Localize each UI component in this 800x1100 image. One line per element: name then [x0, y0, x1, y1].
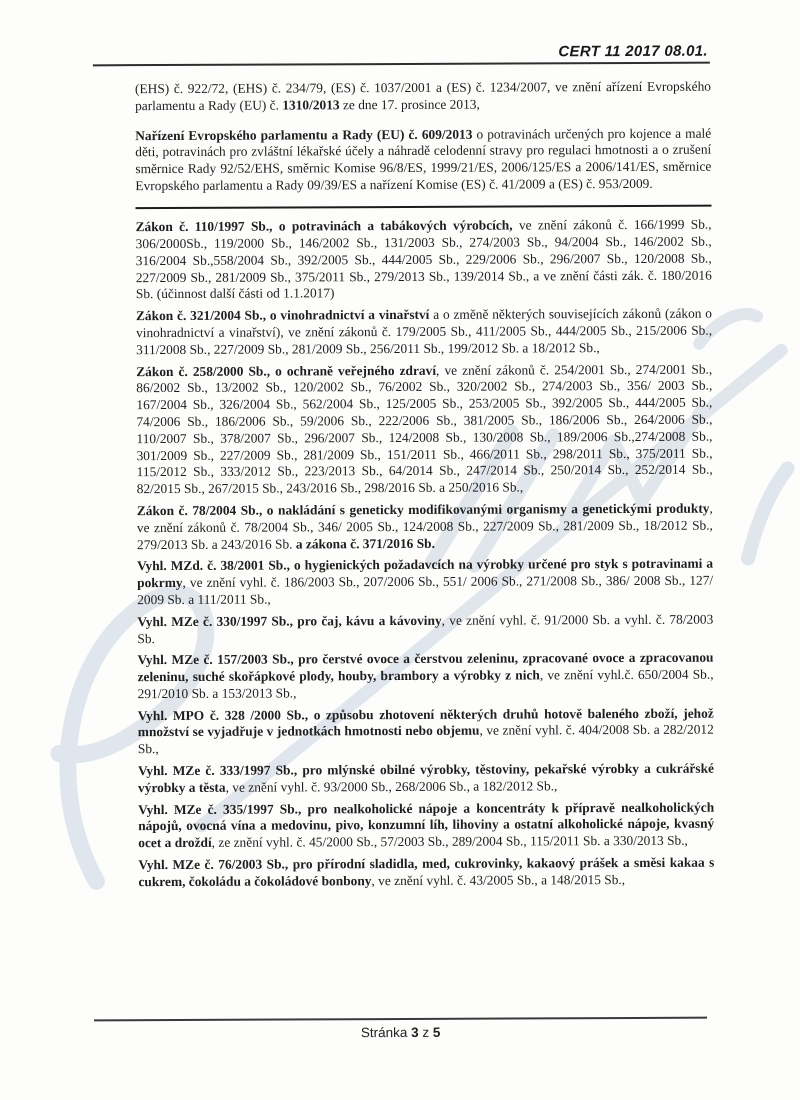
item-zakon-78-2004	[137, 501, 713, 554]
legal-item-plain-text: o potravinách určených pro kojence a malé děti, potravinách pro zvláštní lékařské účely a náhradě celodenní stravy pro regulaci hmotnosti a o zrušení směrnice Rady 92/52/EHS, směrnic Komise 96/8/ES, 1999/21/ES, 2006/125/ES a 2006/141/ES, směrnice Evropského parlamentu a Rady 09/39/ES a nařízení Komise (ES) č. 41/2009 a (ES) č. 953/2009.	[135, 125, 712, 194]
item-zakon-258-2000	[136, 361, 713, 498]
page-number	[94, 1024, 707, 1042]
legal-item-text	[138, 761, 714, 797]
legal-item-bold-text: Zákon č. 110/1997 Sb., o potravinách a tabákových výrobcích,	[135, 217, 513, 235]
legal-list	[135, 79, 715, 1016]
legal-item-text	[135, 79, 711, 115]
item-zakon-110-1997	[136, 217, 712, 303]
legal-item-plain-text: , ve znění zákonů č. 78/2004 Sb., 346/ 2005 Sb., 124/2008 Sb., 227/2009 Sb., 281/2009 Sb., 18/2012 Sb., 279/2013 Sb. a 243/2016 Sb.	[136, 500, 713, 552]
legal-item-bold-text: Zákon č. 321/2004 Sb., o vinohradnictví a vinařství	[135, 307, 430, 324]
legal-item-text	[136, 306, 712, 359]
legal-item-text	[138, 855, 714, 891]
legal-item-plain-text: , ve znění vyhl. č. 91/2000 Sb. a vyhl. č. 78/2003 Sb.	[137, 611, 714, 646]
item-vyhl-mzd-38-2001	[137, 556, 713, 609]
legal-item-bold-text: Vyhl. MZe č. 76/2003 Sb., pro přírodní sladidla, med, cukrovinky, kakaový prášek a směsi kakaa s cukrem, čokoládu a čokoládové bonbony	[138, 854, 715, 890]
legal-item-bold-text: a zákona č. 371/2016 Sb.	[292, 535, 435, 551]
page-word: Stránka	[360, 1024, 408, 1041]
legal-item-bold-text: Vyhl. MPO č. 328 /2000 Sb., o způsobu zhotovení některých druhů hotově baleného zboží, jehož množství se vyjadřuje v jednotkách hmotnosti nebo objemu	[137, 705, 714, 740]
item-vyhl-mze-157-2003	[137, 650, 713, 703]
document-code: CERT 11 2017 08.01.	[558, 42, 708, 61]
legal-item-plain-text: ve znění zákonů č. 166/1999 Sb., 306/2000Sb., 119/2000 Sb., 146/2002 Sb., 131/2003 Sb., 274/2003 Sb., 94/2004 Sb., 146/2002 Sb., 316/2004 Sb.,558/2004 Sb., 392/2005 Sb., 444/2005 Sb., 229/2006 Sb., 296/2007 Sb., 120/2008 Sb., 227/2009 Sb., 281/2009 Sb., 375/2011 Sb., 279/2013 Sb., 139/2014 Sb., a ve znění části zák. č. 180/2016 Sb. (účinnost další části od 1.1.2017)	[135, 216, 712, 302]
item-vyhl-mze-335-1997	[138, 799, 714, 852]
header-rule	[93, 62, 710, 67]
item-vyhl-mze-76-2003	[138, 855, 714, 891]
legal-item-text	[138, 799, 714, 852]
legal-item-plain-text: , ve znění vyhl. č. 43/2005 Sb., a 148/2015 Sb.,	[371, 871, 626, 888]
legal-item-plain-text: (EHS) č. 922/72, (EHS) č. 234/79, (ES) č. 1037/2001 a (ES) č. 1234/2007, ve znění ařízení Evropského parlamentu a Rady (EU) č.	[134, 78, 712, 113]
legal-item-plain-text: , ve znění vyhl. č. 404/2008 Sb. a 282/2012 Sb.,	[137, 722, 714, 757]
legal-item-text	[138, 705, 714, 758]
item-narizeni-eu-609-2013	[135, 125, 711, 195]
legal-item-plain-text: ze dne 17. prosince 2013,	[339, 96, 480, 113]
legal-item-bold-text: Vyhl. MZd. č. 38/2001 Sb., o hygienických požadavcích na výrobky určené pro styk s potravinami a pokrmy	[137, 555, 714, 591]
legal-item-text	[136, 361, 713, 498]
legal-item-bold-text: Nařízení Evropského parlamentu a Rady (EU) č. 609/2013	[135, 126, 473, 143]
legal-item-text	[137, 650, 713, 703]
legal-item-text	[137, 611, 713, 647]
item-vyhl-mpo-328-2000	[138, 705, 714, 758]
intro-continuation-paragraph	[135, 79, 711, 115]
section-divider	[136, 204, 716, 209]
legal-item-text	[135, 125, 711, 195]
item-vyhl-mze-333-1997	[138, 761, 714, 797]
item-vyhl-mze-330-1997	[137, 611, 713, 647]
legal-item-bold-text: 1310/2013	[282, 97, 340, 113]
legal-item-text	[136, 217, 712, 303]
legal-item-text	[137, 556, 713, 609]
legal-item-bold-text: Vyhl. MZe č. 333/1997 Sb., pro mlýnské obilné výrobky, těstoviny, pekařské výrobky a cukrářské výrobky a těsta	[137, 760, 714, 796]
page-current: 3	[411, 1024, 419, 1040]
legal-item-plain-text: , ve znění vyhl.č. 650/2004 Sb., 291/2010 Sb. a 153/2013 Sb.,	[137, 666, 714, 702]
legal-item-plain-text: , ve znění zákonů č. 254/2001 Sb., 274/2001 Sb., 86/2002 Sb., 13/2002 Sb., 120/2002 Sb., 76/2002 Sb., 320/2002 Sb., 274/2003 Sb., 356/ 2003 Sb., 167/2004 Sb., 326/2004 Sb., 562/2004 Sb., 125/2005 Sb., 253/2005 Sb., 392/2005 Sb., 444/2005 Sb., 74/2006 Sb., 186/2006 Sb., 59/2006 Sb., 222/2006 Sb., 381/2005 Sb., 186/2006 Sb., 264/2006 Sb., 110/2007 Sb., 378/2007 Sb., 296/2007 Sb., 124/2008 Sb., 130/2008 Sb., 189/2006 Sb.,274/2008 Sb., 301/2009 Sb., 227/2009 Sb., 281/2009 Sb., 151/2011 Sb., 466/2011 Sb., 298/2011 Sb., 375/2011 Sb., 115/2012 Sb., 333/2012 Sb., 223/2013 Sb., 64/2014 Sb., 247/2014 Sb., 250/2014 Sb., 252/2014 Sb., 82/2015 Sb., 267/2015 Sb., 243/2016 Sb., 298/2016 Sb. a 250/2016 Sb.,	[136, 361, 713, 497]
legal-item-plain-text: a o změně některých souvisejících zákonů (zákon o vinohradnictví a vinařství), ve znění zákonů č. 179/2005 Sb., 411/2005 Sb., 444/2005 Sb., 215/2006 Sb., 311/2008 Sb., 227/2009 Sb., 281/2009 Sb., 256/2011 Sb., 199/2012 Sb. a 18/2012 Sb.,	[136, 305, 713, 357]
legal-item-plain-text: , ve znění vyhl. č. 93/2000 Sb., 268/2006 Sb., a 182/2012 Sb.,	[225, 778, 558, 795]
legal-item-plain-text: , ve znění vyhl. č. 186/2003 Sb., 207/2006 Sb., 551/ 2006 Sb., 271/2008 Sb., 386/ 2008 Sb., 127/ 2009 Sb. a 111/2011 Sb.,	[137, 572, 714, 608]
legal-item-bold-text: Vyhl. MZe č. 335/1997 Sb., pro nealkoholické nápoje a koncentráty k přípravě nealkoholických nápojů, ovocná vína a medovinu, pivo, konzumní líh, lihoviny a ostatní alkoholické nápoje, kvasný ocet a droždí	[138, 799, 715, 851]
watermark-stroke	[748, 468, 788, 558]
legal-item-bold-text: Vyhl. MZe č. 157/2003 Sb., pro čerstvé ovoce a čerstvou zeleninu, zpracované ovoce a zpracovanou zeleninu, suché skořápkové plody, houby, brambory a výrobky z nich	[137, 649, 714, 685]
page-total: 5	[432, 1024, 441, 1040]
legal-item-bold-text: Zákon č. 78/2004 Sb., o nakládání s geneticky modifikovanými organismy a genetickými produkty	[136, 500, 710, 519]
legal-item-bold-text: Zákon č. 258/2000 Sb., o ochraně veřejného zdraví	[136, 362, 437, 379]
legal-item-bold-text: Vyhl. MZe č. 330/1997 Sb., pro čaj, kávu a kávoviny	[137, 612, 442, 629]
legal-item-text	[137, 501, 713, 554]
item-zakon-321-2004	[136, 306, 712, 359]
legal-item-plain-text: , ze znění vyhl. č. 45/2000 Sb., 57/2003 Sb., 289/2004 Sb., 115/2011 Sb. a 330/2013 Sb.,	[211, 833, 688, 851]
page-of-word: z	[422, 1024, 430, 1040]
